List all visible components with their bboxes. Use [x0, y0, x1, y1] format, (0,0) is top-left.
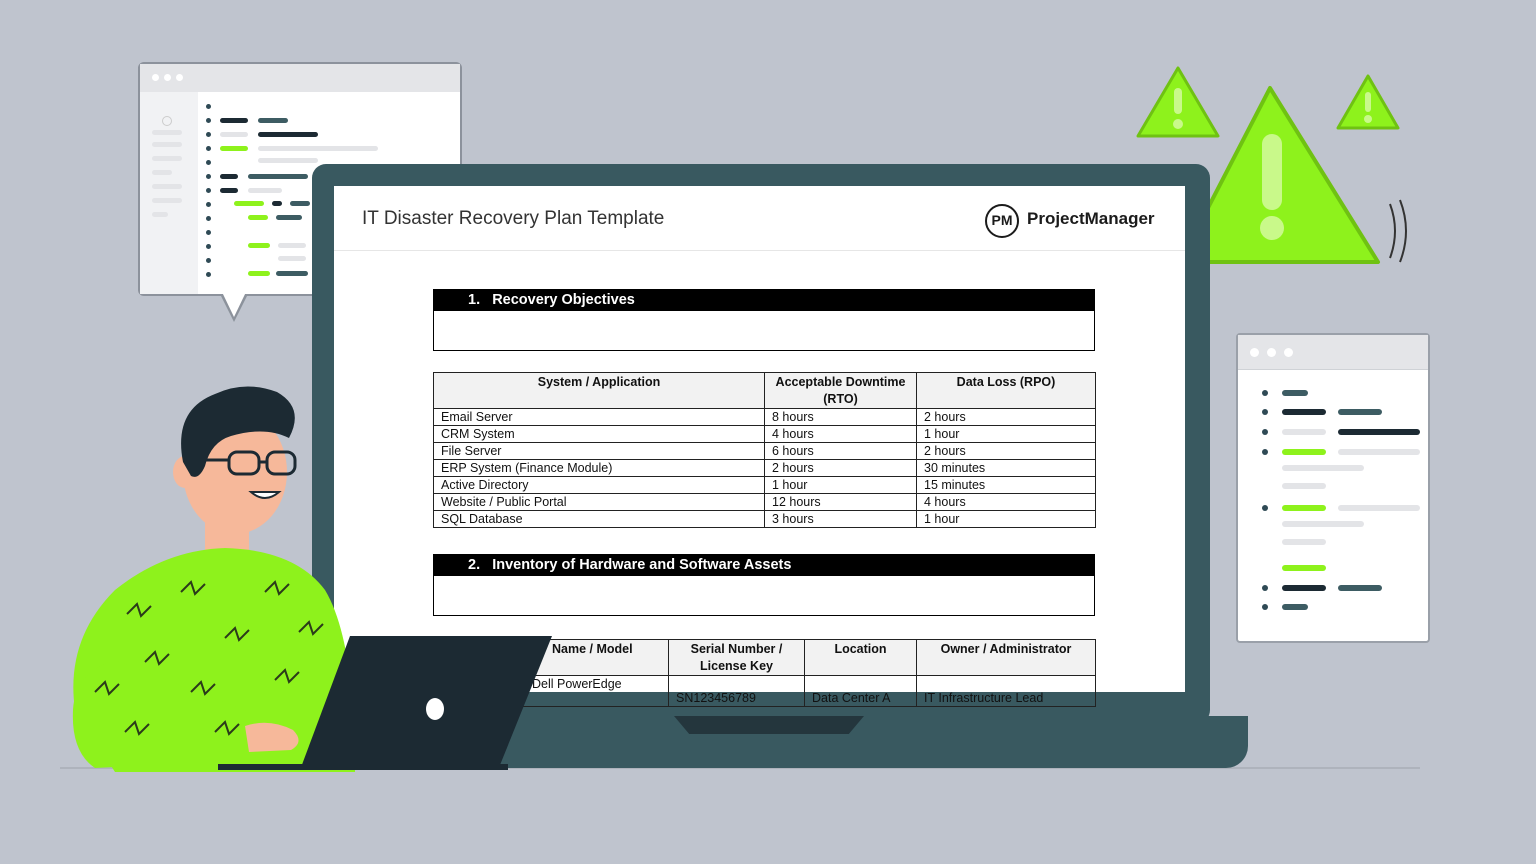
code-line [220, 118, 248, 123]
column-header: Data Loss (RPO) [917, 373, 1096, 409]
window-dot [176, 74, 183, 81]
recovery-objectives-table [433, 372, 1096, 528]
code-line [278, 256, 306, 261]
table-cell: 8 hours [765, 409, 917, 426]
bullet [206, 104, 211, 109]
table-cell: Email Server [434, 409, 765, 426]
list-line [1282, 565, 1326, 571]
table-cell: File Server [434, 443, 765, 460]
table-cell: 2 hours [917, 443, 1096, 460]
table-cell: 3 hours [765, 511, 917, 528]
list-line [1282, 521, 1364, 527]
code-line [258, 146, 378, 151]
code-line [248, 215, 268, 220]
gutter-line [152, 156, 182, 161]
table-row [434, 477, 1096, 494]
list-line [1282, 539, 1326, 545]
laptop-logo-icon [426, 698, 444, 720]
table-cell: Active Directory [434, 477, 765, 494]
section-heading [433, 554, 1095, 576]
table-cell: 4 hours [765, 426, 917, 443]
header-divider [334, 250, 1185, 251]
list-line [1338, 409, 1382, 415]
list-line [1282, 465, 1364, 471]
list-line [1282, 604, 1308, 610]
code-line [272, 201, 282, 206]
list-line [1338, 429, 1420, 435]
table-row [434, 511, 1096, 528]
section-heading [433, 289, 1095, 311]
bullet [1262, 585, 1268, 591]
table-cell: 12 hours [765, 494, 917, 511]
list-line [1338, 505, 1420, 511]
table-cell: 30 minutes [917, 460, 1096, 477]
code-line [290, 201, 310, 206]
list-line [1282, 409, 1326, 415]
code-line [220, 132, 248, 137]
table-cell: CRM System [434, 426, 765, 443]
small-warning-icon [1338, 76, 1398, 128]
gutter-line [152, 170, 172, 175]
document-title: IT Disaster Recovery Plan Template [362, 208, 665, 229]
column-header: Location [805, 640, 917, 676]
projectmanager-logo-icon: PM [985, 204, 1019, 238]
code-line [234, 201, 264, 206]
window-dot [164, 74, 171, 81]
bullet [206, 160, 211, 165]
small-warning-icon [1138, 68, 1218, 136]
bullet [206, 230, 211, 235]
code-line [258, 132, 318, 137]
gutter-line [152, 130, 182, 135]
code-line [258, 118, 288, 123]
bullet [1262, 429, 1268, 435]
bullet [206, 258, 211, 263]
brand-name: ProjectManager [1027, 209, 1155, 228]
bullet [1262, 505, 1268, 511]
monitor-notch [674, 716, 864, 734]
section-number: 2. [468, 557, 481, 573]
table-cell: 4 hours [917, 494, 1096, 511]
bullet [206, 188, 211, 193]
section-title: Recovery Objectives [492, 292, 635, 308]
table-cell: IT Infrastructure Lead [917, 676, 1096, 707]
code-line [278, 243, 306, 248]
window-dot [1250, 348, 1259, 357]
code-line [248, 188, 282, 193]
list-line [1338, 585, 1382, 591]
bullet [206, 146, 211, 151]
gutter-line [152, 212, 168, 217]
code-line [248, 174, 308, 179]
code-line [220, 146, 248, 151]
list-line [1282, 390, 1308, 396]
bullet [1262, 409, 1268, 415]
document-screen [334, 186, 1185, 705]
code-line [248, 271, 270, 276]
bullet [206, 202, 211, 207]
table-cell: Dell PowerEdge [434, 676, 669, 707]
section-notes-box[interactable] [433, 311, 1095, 351]
code-line [220, 174, 238, 179]
table-cell: Website / Public Portal [434, 494, 765, 511]
table-cell: SN123456789 [669, 676, 805, 707]
table-cell: 2 hours [917, 409, 1096, 426]
column-header: Name / Model [434, 640, 669, 676]
gutter-line [152, 184, 182, 189]
bullet [206, 216, 211, 221]
code-line [220, 188, 238, 193]
bullet [1262, 604, 1268, 610]
column-header: System / Application [434, 373, 765, 409]
table-row [434, 443, 1096, 460]
window-title-bar [140, 64, 460, 92]
gutter-mark [162, 116, 172, 126]
window-dot [152, 74, 159, 81]
table-cell: 2 hours [765, 460, 917, 477]
table-row [434, 460, 1096, 477]
bullet [1262, 390, 1268, 396]
list-line [1282, 505, 1326, 511]
table-cell: SQL Database [434, 511, 765, 528]
list-line [1282, 449, 1326, 455]
gutter-line [152, 198, 182, 203]
laptop-base [218, 764, 508, 770]
column-header: Owner / Administrator [917, 640, 1096, 676]
section-number: 1. [468, 292, 481, 308]
bullet [206, 132, 211, 137]
list-line [1282, 429, 1326, 435]
column-header: Acceptable Downtime (RTO) [765, 373, 917, 409]
speech-tail-fill [222, 292, 246, 317]
gutter-line [152, 142, 182, 147]
table-cell: 1 hour [917, 426, 1096, 443]
list-line [1282, 483, 1326, 489]
code-line [248, 243, 270, 248]
bullet [1262, 449, 1268, 455]
code-line [276, 271, 308, 276]
table-cell: 15 minutes [917, 477, 1096, 494]
sound-waves-icon [1384, 196, 1414, 266]
table-cell: 1 hour [917, 511, 1096, 528]
column-header: Serial Number / License Key [669, 640, 805, 676]
section-title: Inventory of Hardware and Software Assets [492, 557, 792, 573]
table-cell: ERP System (Finance Module) [434, 460, 765, 477]
bullet [206, 174, 211, 179]
checklist-window-illustration [1236, 333, 1430, 643]
window-dot [1267, 348, 1276, 357]
table-row [434, 494, 1096, 511]
list-line [1338, 449, 1420, 455]
window-dot [1284, 348, 1293, 357]
section-notes-box[interactable] [433, 576, 1095, 616]
window-title-bar [1238, 335, 1428, 370]
code-line [258, 158, 318, 163]
bullet [206, 272, 211, 277]
list-line [1282, 585, 1326, 591]
code-line [276, 215, 302, 220]
table-cell: 1 hour [765, 477, 917, 494]
table-cell: 6 hours [765, 443, 917, 460]
table-row [434, 409, 1096, 426]
bullet [206, 244, 211, 249]
bullet [206, 118, 211, 123]
table-cell: Data Center A [805, 676, 917, 707]
table-header-row [434, 373, 1096, 409]
table-row [434, 426, 1096, 443]
